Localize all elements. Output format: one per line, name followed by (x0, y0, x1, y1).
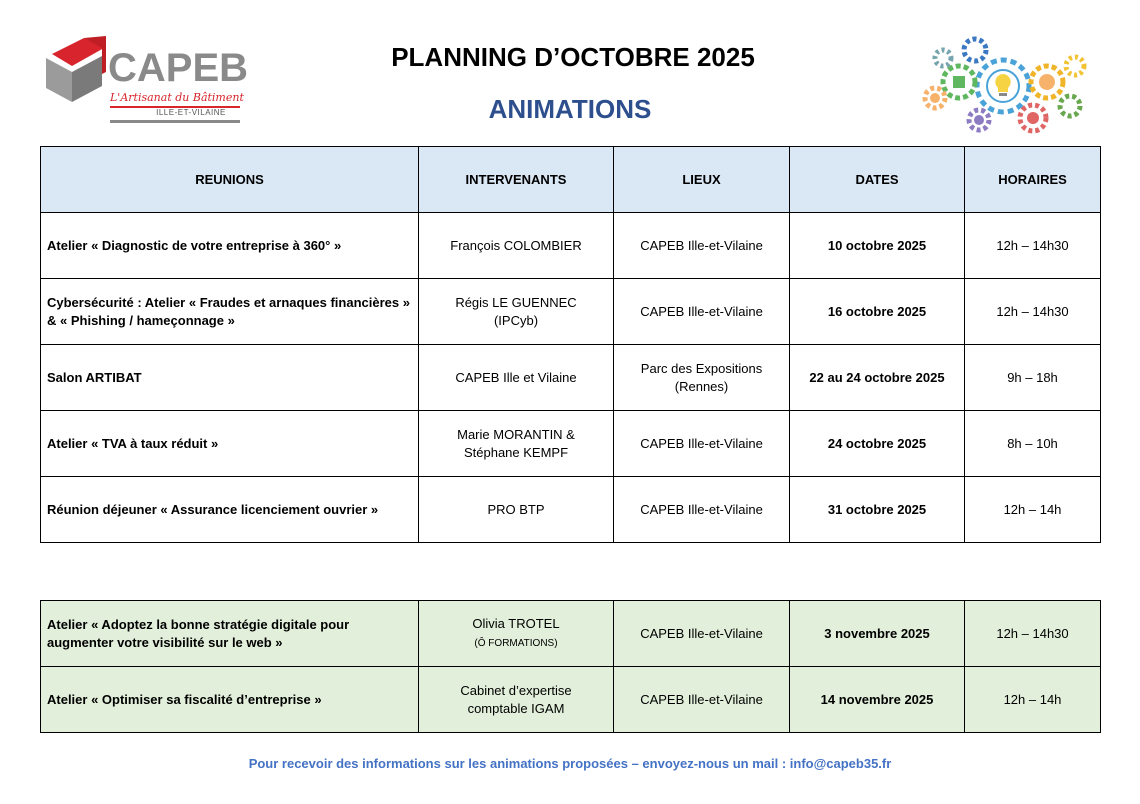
lieu-cell (614, 345, 790, 411)
horaire-cell: 12h – 14h (965, 477, 1101, 543)
lieu-cell: CAPEB Ille-et-Vilaine (614, 477, 790, 543)
table-header-row (41, 147, 1101, 213)
column-header-dates: DATES (790, 147, 965, 213)
intervenant-line: Cabinet d’expertise (460, 682, 572, 698)
table-row (41, 601, 1101, 667)
logo-region: ILLE-ET-VILAINE (156, 108, 226, 117)
reunion-cell: Salon ARTIBAT (41, 345, 419, 411)
horaire-cell: 9h – 18h (965, 345, 1101, 411)
reunion-cell: Réunion déjeuner « Assurance licenciement ouvrier » (41, 477, 419, 543)
intervenant-line: Olivia TROTEL (472, 615, 560, 631)
intervenant-cell (419, 667, 614, 733)
logo-tagline: L'Artisanat du Bâtiment (110, 91, 244, 104)
reunion-cell (41, 601, 419, 667)
reunion-line: Atelier « Adoptez la bonne stratégie digitale pour (47, 616, 350, 632)
date-cell: 16 octobre 2025 (790, 279, 965, 345)
reunion-cell: Atelier « TVA à taux réduit » (41, 411, 419, 477)
intervenant-cell (419, 279, 614, 345)
intervenant-cell: François COLOMBIER (419, 213, 614, 279)
horaire-cell: 8h – 10h (965, 411, 1101, 477)
lieu-cell: CAPEB Ille-et-Vilaine (614, 213, 790, 279)
date-cell: 22 au 24 octobre 2025 (790, 345, 965, 411)
date-cell: 3 novembre 2025 (790, 601, 965, 667)
intervenant-line: Marie MORANTIN & (457, 426, 575, 442)
horaire-cell: 12h – 14h (965, 667, 1101, 733)
date-cell: 31 octobre 2025 (790, 477, 965, 543)
reunion-cell: Atelier « Optimiser sa fiscalité d’entreprise » (41, 667, 419, 733)
animations-table (40, 146, 1101, 543)
date-cell: 10 octobre 2025 (790, 213, 965, 279)
intervenant-cell: CAPEB Ille et Vilaine (419, 345, 614, 411)
reunion-cell (41, 279, 419, 345)
lieu-cell: CAPEB Ille-et-Vilaine (614, 667, 790, 733)
reunion-line: augmenter votre visibilité sur le web » (47, 634, 283, 650)
lieu-line: (Rennes) (674, 378, 729, 394)
table-row (41, 213, 1101, 279)
lieu-line: Parc des Expositions (640, 360, 763, 376)
date-cell: 14 novembre 2025 (790, 667, 965, 733)
gears-illustration-icon (915, 36, 1090, 136)
footer-contact-text: Pour recevoir des informations sur les animations proposées – envoyez-nous un mail : info@capeb35.fr (248, 756, 892, 771)
intervenant-line: Régis LE GUENNEC (455, 294, 577, 310)
table-row (41, 345, 1101, 411)
logo-name: CAPEB (108, 46, 249, 90)
intervenant-line: (Ô FORMATIONS) (474, 637, 558, 649)
horaire-cell: 12h – 14h30 (965, 601, 1101, 667)
intervenant-line: comptable IGAM (467, 700, 565, 716)
reunion-line: Cybersécurité : Atelier « Fraudes et arnaques financières » (47, 294, 410, 310)
horaire-cell: 12h – 14h30 (965, 279, 1101, 345)
reunion-cell: Atelier « Diagnostic de votre entreprise à 360° » (41, 213, 419, 279)
lieu-cell: CAPEB Ille-et-Vilaine (614, 279, 790, 345)
intervenant-line: (IPCyb) (493, 312, 539, 328)
lieu-cell: CAPEB Ille-et-Vilaine (614, 601, 790, 667)
table-row (41, 411, 1101, 477)
column-header-lieux: LIEUX (614, 147, 790, 213)
lieu-cell: CAPEB Ille-et-Vilaine (614, 411, 790, 477)
table-row (41, 279, 1101, 345)
table-row (41, 667, 1101, 733)
table-row (41, 477, 1101, 543)
date-cell: 24 octobre 2025 (790, 411, 965, 477)
column-header-intervenants: INTERVENANTS (419, 147, 614, 213)
intervenant-cell (419, 601, 614, 667)
page-title: PLANNING D’OCTOBRE 2025 (391, 42, 755, 72)
page-subtitle: ANIMATIONS (488, 94, 652, 124)
intervenant-cell (419, 411, 614, 477)
reunion-line: & « Phishing / hameçonnage » (47, 312, 235, 328)
column-header-horaires: HORAIRES (965, 147, 1101, 213)
intervenant-line: Stéphane KEMPF (463, 444, 569, 460)
horaire-cell: 12h – 14h30 (965, 213, 1101, 279)
upcoming-animations-table (40, 600, 1101, 733)
column-header-reunions: REUNIONS (41, 147, 419, 213)
intervenant-cell: PRO BTP (419, 477, 614, 543)
